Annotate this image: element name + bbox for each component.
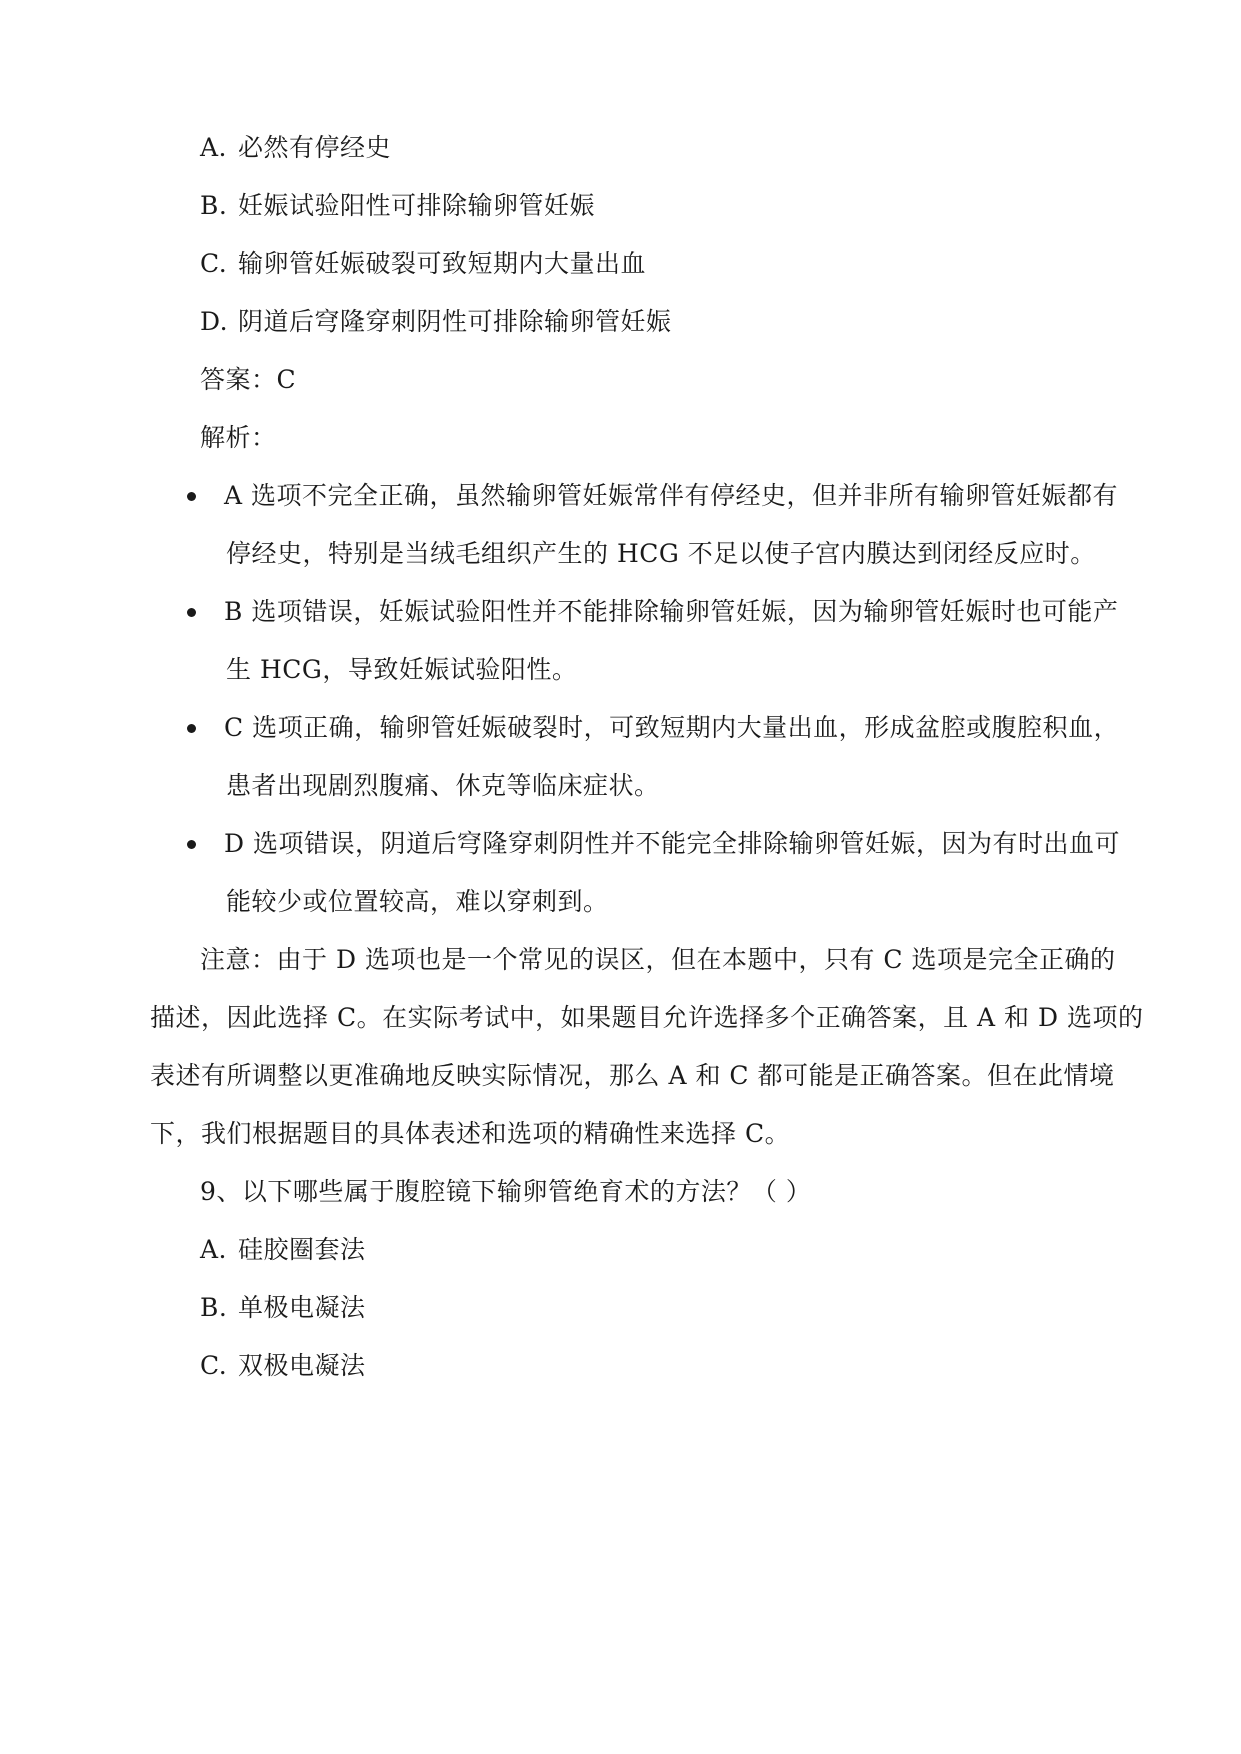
bullet-line-2: 停经史，特别是当绒毛组织产生的 HCG 不足以使子宫内膜达到闭经反应时。	[226, 539, 1096, 568]
bullet-dot-icon	[187, 724, 196, 733]
option-text: 双极电凝法	[238, 1351, 366, 1380]
note-line-2: 描述，因此选择 C。在实际考试中，如果题目允许选择多个正确答案，且 A 和 D 选项的	[150, 1003, 1144, 1032]
option-c	[200, 247, 646, 281]
option-letter: B.	[200, 1293, 228, 1322]
option-letter: A.	[200, 1235, 228, 1264]
bullet-line-1: B 选项错误，妊娠试验阳性并不能排除输卵管妊娠，因为输卵管妊娠时也可能产	[224, 597, 1119, 626]
option-text: 阴道后穹隆穿刺阴性可排除输卵管妊娠	[238, 307, 672, 336]
option-text: 必然有停经史	[238, 133, 392, 162]
bullet-line-2: 生 HCG，导致妊娠试验阳性。	[226, 655, 578, 684]
bullet-line-2: 能较少或位置较高，难以穿刺到。	[226, 887, 609, 916]
bullet-dot-icon	[187, 840, 196, 849]
bullet-line-1: D 选项错误，阴道后穹隆穿刺阴性并不能完全排除输卵管妊娠，因为有时出血可	[224, 829, 1120, 858]
bullet-dot-icon	[187, 492, 196, 501]
option-text: 妊娠试验阳性可排除输卵管妊娠	[238, 191, 596, 220]
option-letter: B.	[200, 191, 228, 220]
bullet-line-1: A 选项不完全正确，虽然输卵管妊娠常伴有停经史，但并非所有输卵管妊娠都有	[224, 481, 1119, 510]
option-b	[200, 189, 595, 223]
option-d	[200, 305, 672, 339]
bullet-line-1: C 选项正确，输卵管妊娠破裂时，可致短期内大量出血，形成盆腔或腹腔积血，	[224, 713, 1120, 742]
q9-option-c	[200, 1349, 366, 1383]
option-text: 单极电凝法	[238, 1293, 366, 1322]
note-line-4: 下，我们根据题目的具体表述和选项的精确性来选择 C。	[150, 1119, 791, 1148]
option-letter: C.	[200, 1351, 228, 1380]
q9-option-b	[200, 1291, 366, 1325]
option-letter: D.	[200, 307, 229, 336]
analysis-label: 解析：	[200, 423, 277, 452]
option-letter: C.	[200, 249, 228, 278]
option-letter: A.	[200, 133, 228, 162]
q9-option-a	[200, 1233, 366, 1267]
question-9: 9、以下哪些属于腹腔镜下输卵管绝育术的方法？（ ）	[200, 1177, 812, 1206]
option-text: 硅胶圈套法	[238, 1235, 366, 1264]
bullet-dot-icon	[187, 608, 196, 617]
note-line-3: 表述有所调整以更准确地反映实际情况，那么 A 和 C 都可能是正确答案。但在此情境	[150, 1061, 1115, 1090]
bullet-line-2: 患者出现剧烈腹痛、休克等临床症状。	[226, 771, 660, 800]
option-text: 输卵管妊娠破裂可致短期内大量出血	[238, 249, 647, 278]
answer-line: 答案：C	[200, 365, 297, 394]
note-line-1: 注意：由于 D 选项也是一个常见的误区，但在本题中，只有 C 选项是完全正确的	[200, 945, 1116, 974]
option-a	[200, 131, 391, 165]
